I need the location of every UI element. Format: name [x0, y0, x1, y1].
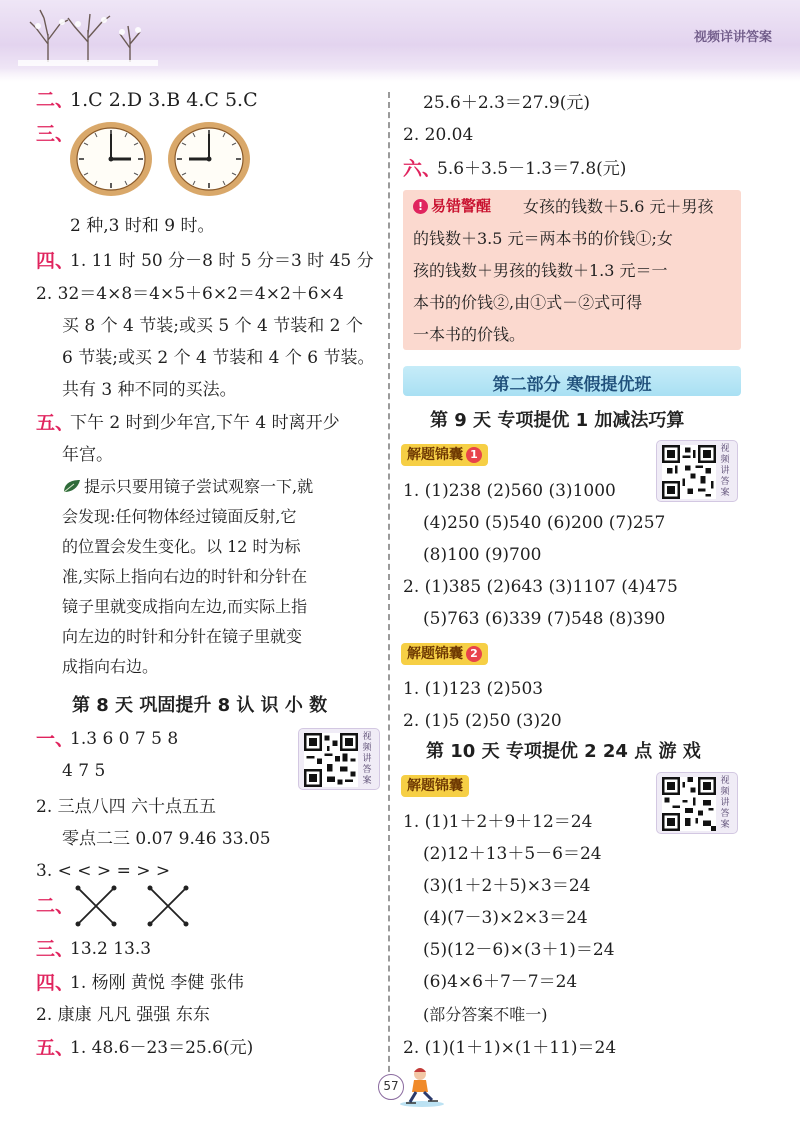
section-5-label: 五、: [36, 412, 75, 434]
day10-note: (部分答案不唯一): [423, 1005, 548, 1024]
day10-line-4: (4)(7－3)×2×3＝24: [423, 908, 588, 928]
mistake-line-3: 孩的钱数＋男孩的钱数＋1.3 元＝一: [413, 261, 668, 280]
day8-s1-line-5: 3. < < > = > >: [36, 861, 171, 881]
day9-a-line-3: (8)100 (9)700: [423, 545, 542, 565]
section-4-line-4: 6 节装;或买 2 个 4 节装和 4 个 6 节装。: [62, 348, 375, 368]
section-3-label: 三、: [36, 123, 75, 145]
column-divider: [388, 92, 390, 1092]
hint-line-7: 成指向右边。: [62, 657, 159, 676]
section-2-label: 二、: [36, 89, 75, 111]
day8-s3-answer: 13.2 13.3: [70, 939, 152, 959]
mistake-line-5: 一本书的价钱。: [413, 325, 526, 344]
hint-leaf-icon: [62, 478, 82, 494]
right-line-1: 25.6＋2.3＝27.9(元): [423, 93, 591, 113]
day10-line-3: (3)(1＋2＋5)×3＝24: [423, 876, 591, 896]
right-line-2: 2. 20.04: [403, 125, 474, 145]
clock-9-oclock: [166, 120, 252, 198]
section-6-answer: 5.6＋3.5－1.3＝7.8(元): [437, 159, 627, 179]
qr-code-day9[interactable]: [656, 440, 738, 502]
alert-icon: !: [413, 199, 428, 214]
section-4-line-5: 共有 3 种不同的买法。: [62, 380, 237, 400]
day9-a-line-2: (4)250 (5)540 (6)200 (7)257: [423, 513, 666, 533]
day10-line-8: 2. (1)(1＋1)×(1＋11)＝24: [403, 1038, 617, 1058]
clock-3-oclock: [68, 120, 154, 198]
hint-line-2: 会发现:任何物体经过镜面反射,它: [62, 507, 297, 526]
hint-line-3: 的位置会发生变化。以 12 时为标: [62, 537, 301, 556]
section-5-line-2: 年宫。: [62, 445, 113, 465]
day9-a-line-4: 2. (1)385 (2)643 (3)1107 (4)475: [403, 577, 678, 597]
day-10-title: 第 10 天 专项提优 2 24 点 游 戏: [426, 741, 701, 762]
qr-label: 视频讲答案: [362, 732, 372, 786]
section-6-label: 六、: [403, 158, 442, 180]
day8-section-4-label: 四、: [36, 972, 75, 994]
qr-code-icon: [662, 777, 716, 831]
section-4-line-3: 买 8 个 4 节装;或买 5 个 4 节装和 2 个: [62, 316, 363, 336]
day8-s4-line-1: 1. 杨刚 黄悦 李健 张伟: [70, 973, 244, 993]
hint-line-1: 提示只要用镜子尝试观察一下,就: [84, 477, 314, 496]
day8-s1-line-3: 2. 三点八四 六十点五五: [36, 797, 217, 817]
tips-badge-2: 解题锦囊 2: [401, 643, 488, 665]
day10-line-5: (5)(12－6)×(3＋1)＝24: [423, 940, 615, 960]
mistake-badge: ! 易错警醒: [413, 195, 491, 217]
winter-trees-illustration: [18, 4, 158, 66]
day10-line-2: (2)12＋13＋5－6＝24: [423, 844, 602, 864]
day8-section-1-label: 一、: [36, 728, 75, 750]
day8-section-5-label: 五、: [36, 1037, 75, 1059]
hint-line-6: 向左边的时针和分针在镜子里就变: [62, 627, 303, 646]
section-3-answer: 2 种,3 时和 9 时。: [70, 216, 215, 236]
day-8-title: 第 8 天 巩固提升 8 认 识 小 数: [72, 695, 328, 716]
qr-code-icon: [662, 445, 716, 499]
day8-s5-line-1: 1. 48.6－23＝25.6(元): [70, 1038, 254, 1058]
video-answer-tag: 视频详讲答案: [693, 30, 772, 45]
qr-code-icon: [304, 733, 358, 787]
day8-s1-line-1: 1.3 6 0 7 5 8: [70, 729, 179, 749]
mistake-line-2: 的钱数＋3.5 元＝两本书的价钱①;女: [413, 229, 673, 248]
day8-section-2-label: 二、: [36, 895, 75, 917]
qr-label: 视频讲答案: [720, 444, 730, 498]
section-2-answers: 1.C 2.D 3.B 4.C 5.C: [70, 89, 258, 111]
section-4-line-2: 2. 32＝4×8＝4×5＋6×2＝4×2＋6×4: [36, 284, 344, 304]
skating-mascot-illustration: [396, 1062, 446, 1108]
line-matching-diagram: [74, 884, 204, 928]
qr-label: 视频讲答案: [720, 776, 730, 830]
section-4-line-1: 1. 11 时 50 分－8 时 5 分＝3 时 45 分: [70, 251, 374, 271]
day8-section-3-label: 三、: [36, 938, 75, 960]
mistake-line-4: 本书的价钱②,由①式－②式可得: [413, 293, 643, 312]
part-2-banner: [403, 366, 741, 396]
day9-a-line-5: (5)763 (6)339 (7)548 (8)390: [423, 609, 666, 629]
tips-badge-3: 解题锦囊: [401, 775, 469, 797]
section-4-label: 四、: [36, 250, 75, 272]
section-5-line-1: 下午 2 时到少年宫,下午 4 时离开少: [70, 413, 340, 433]
qr-code-day8[interactable]: [298, 728, 380, 790]
qr-code-day10[interactable]: [656, 772, 738, 834]
day9-a-line-1: 1. (1)238 (2)560 (3)1000: [403, 481, 616, 501]
page-header: [0, 0, 800, 82]
day10-line-6: (6)4×6＋7－7＝24: [423, 972, 578, 992]
hint-line-4: 准,实际上指向右边的时针和分针在: [62, 567, 308, 586]
day9-b-line-1: 1. (1)123 (2)503: [403, 679, 544, 699]
day8-s1-line-4: 零点二三 0.07 9.46 33.05: [62, 829, 271, 849]
mistake-line-1: 女孩的钱数＋5.6 元＋男孩: [523, 197, 714, 216]
day-9-title: 第 9 天 专项提优 1 加减法巧算: [430, 410, 685, 431]
day9-b-line-2: 2. (1)5 (2)50 (3)20: [403, 711, 562, 731]
day10-line-1: 1. (1)1＋2＋9＋12＝24: [403, 812, 593, 832]
tips-badge-1: 解题锦囊 1: [401, 444, 488, 466]
hint-line-5: 镜子里就变成指向左边,而实际上指: [62, 597, 308, 616]
day8-s1-line-2: 4 7 5: [62, 761, 106, 781]
page-number: 57: [378, 1074, 404, 1100]
day8-s4-line-2: 2. 康康 凡凡 强强 东东: [36, 1005, 210, 1025]
part-2-title: 第二部分 寒假提优班: [492, 375, 652, 395]
